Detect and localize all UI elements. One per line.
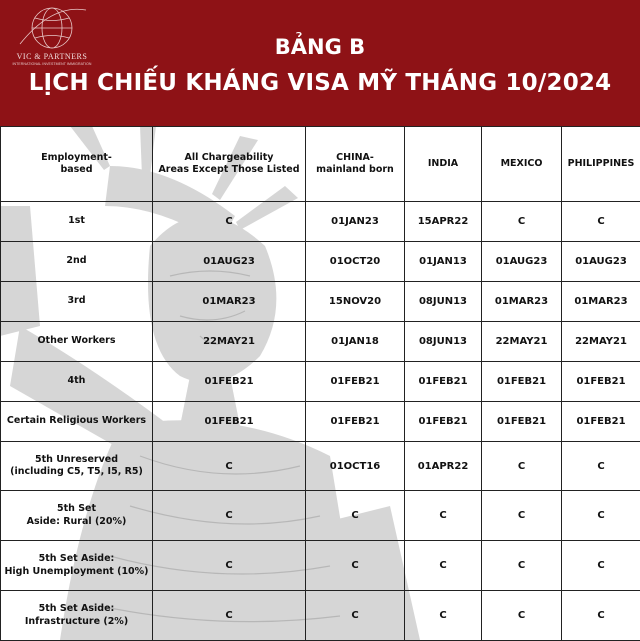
table-cell: 01OCT16: [306, 442, 405, 491]
table-cell: 01AUG23: [153, 242, 306, 282]
table-row: [1, 202, 640, 242]
page-subtitle: LỊCH CHIẾU KHÁNG VISA MỸ THÁNG 10/2024: [0, 70, 640, 96]
table-cell: C: [482, 202, 562, 242]
table-row: [1, 442, 640, 491]
logo-tagline: INTERNATIONAL INVESTMENT IMMIGRATION: [4, 62, 100, 66]
table-cell: 01FEB21: [306, 402, 405, 442]
column-header-mexico: MEXICO: [482, 127, 562, 202]
table-cell: C: [562, 591, 640, 641]
row-label: 4th: [1, 362, 153, 402]
column-header-china: CHINA- mainland born: [306, 127, 405, 202]
table-cell: C: [153, 442, 306, 491]
table-cell: C: [306, 541, 405, 591]
table-cell: 01APR22: [405, 442, 482, 491]
table-row: [1, 322, 640, 362]
table-cell: 08JUN13: [405, 322, 482, 362]
table-cell: C: [562, 442, 640, 491]
table-row: [1, 541, 640, 591]
table-cell: C: [562, 541, 640, 591]
table-cell: 15NOV20: [306, 282, 405, 322]
table-cell: 01FEB21: [153, 362, 306, 402]
column-header-philippines: PHILIPPINES: [562, 127, 640, 202]
table-row: [1, 402, 640, 442]
row-label: Certain Religious Workers: [1, 402, 153, 442]
column-header-india: INDIA: [405, 127, 482, 202]
table-cell: 01AUG23: [562, 242, 640, 282]
table-cell: C: [482, 541, 562, 591]
table-row: [1, 242, 640, 282]
table-cell: 01FEB21: [482, 402, 562, 442]
table-header-row: [1, 127, 640, 202]
table-cell: 01JAN18: [306, 322, 405, 362]
column-header-employment: Employment- based: [1, 127, 153, 202]
table-cell: 01FEB21: [482, 362, 562, 402]
table-cell: 01FEB21: [153, 402, 306, 442]
table-cell: 08JUN13: [405, 282, 482, 322]
row-label: 5th Set Aside: High Unemployment (10%): [1, 541, 153, 591]
row-label: 5th Set Aside: Rural (20%): [1, 491, 153, 541]
page-title: BẢNG B: [0, 35, 640, 59]
table-cell: C: [562, 491, 640, 541]
table-cell: C: [153, 491, 306, 541]
table-cell: 01OCT20: [306, 242, 405, 282]
table-cell: C: [562, 202, 640, 242]
table-cell: 22MAY21: [153, 322, 306, 362]
table-cell: 15APR22: [405, 202, 482, 242]
table-cell: C: [405, 541, 482, 591]
table-cell: 01JAN23: [306, 202, 405, 242]
table-cell: C: [306, 491, 405, 541]
row-label: 5th Set Aside: Infrastructure (2%): [1, 591, 153, 641]
row-label: 5th Unreserved (including C5, T5, I5, R5): [1, 442, 153, 491]
row-label: 1st: [1, 202, 153, 242]
table-cell: 01FEB21: [562, 402, 640, 442]
table-cell: C: [306, 591, 405, 641]
table-row: [1, 491, 640, 541]
row-label: 3rd: [1, 282, 153, 322]
table-cell: C: [153, 591, 306, 641]
table-cell: 01FEB21: [405, 402, 482, 442]
table-cell: C: [405, 591, 482, 641]
table-cell: 01AUG23: [482, 242, 562, 282]
table-cell: 01FEB21: [306, 362, 405, 402]
table-cell: 01JAN13: [405, 242, 482, 282]
table-cell: C: [153, 541, 306, 591]
logo-name: VIC & PARTNERS: [4, 52, 100, 61]
row-label: 2nd: [1, 242, 153, 282]
table-cell: 01FEB21: [405, 362, 482, 402]
header-banner: [0, 0, 640, 126]
table-cell: C: [153, 202, 306, 242]
table-cell: C: [482, 491, 562, 541]
table-cell: C: [482, 591, 562, 641]
table-row: [1, 362, 640, 402]
column-header-all-chargeability: All Chargeability Areas Except Those Listed: [153, 127, 306, 202]
table-cell: 22MAY21: [562, 322, 640, 362]
table-cell: C: [405, 491, 482, 541]
table-cell: C: [482, 442, 562, 491]
table-cell: 01MAR23: [562, 282, 640, 322]
table-row: [1, 591, 640, 641]
table-cell: 01MAR23: [482, 282, 562, 322]
table-cell: 22MAY21: [482, 322, 562, 362]
table-row: [1, 282, 640, 322]
visa-bulletin-table: [0, 126, 640, 641]
table-cell: 01MAR23: [153, 282, 306, 322]
row-label: Other Workers: [1, 322, 153, 362]
table-cell: 01FEB21: [562, 362, 640, 402]
